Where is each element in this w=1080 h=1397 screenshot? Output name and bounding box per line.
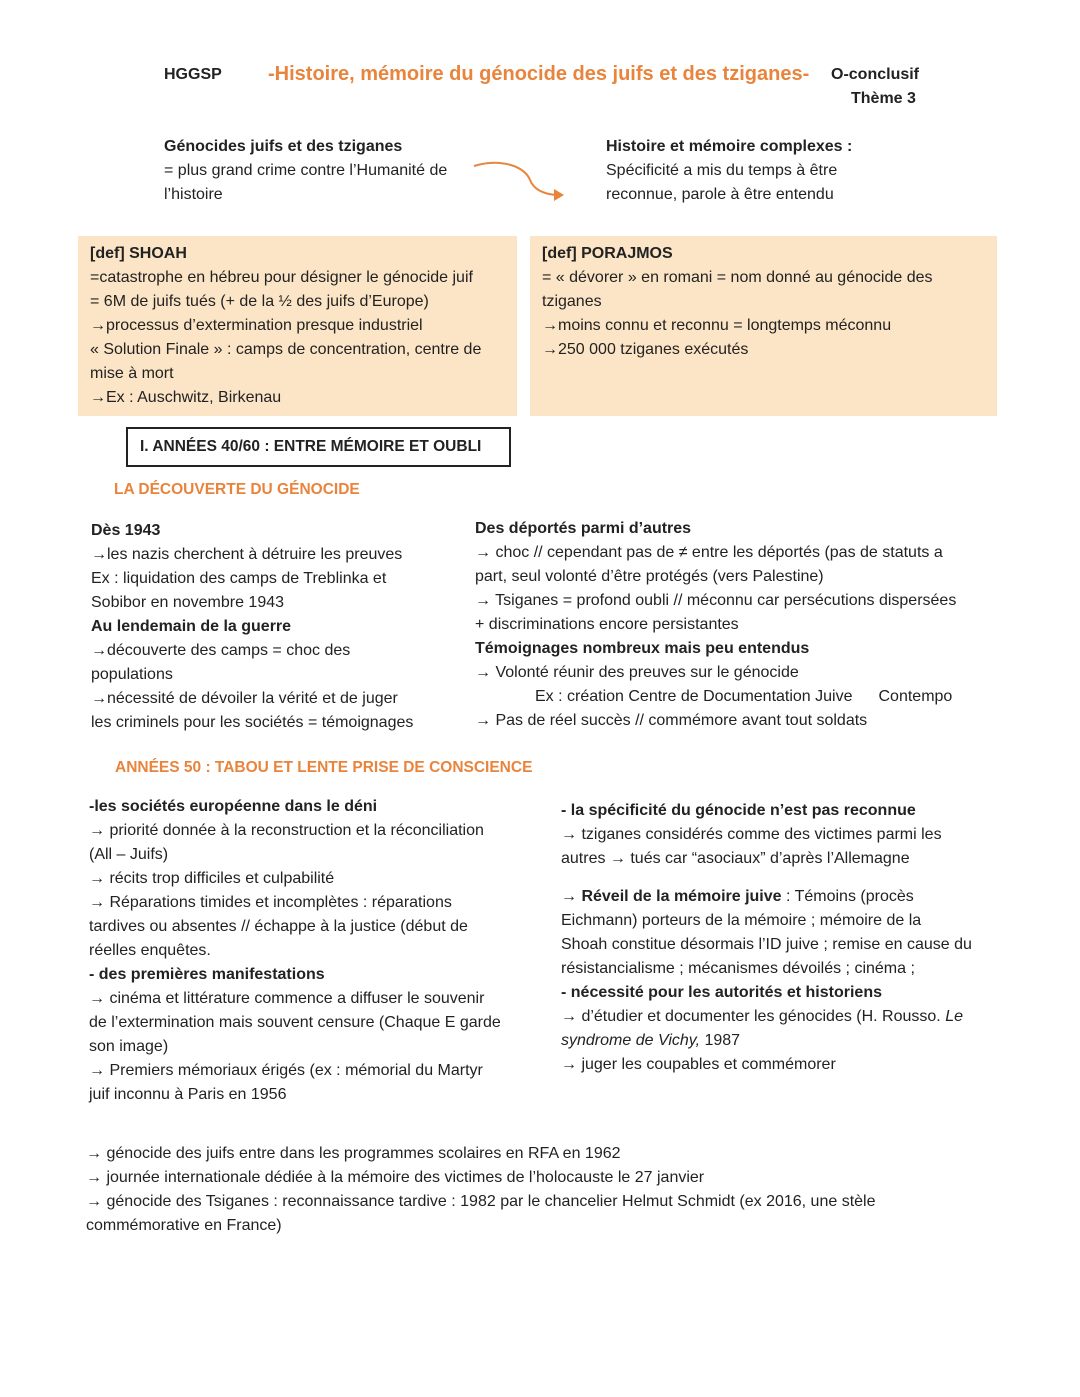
definition-box-porajmos [530,236,997,416]
intro-right-line: reconnue, parole à être entendu [606,186,834,203]
text-line: de l’extermination mais souvent censure (Chaque E garde [89,1014,501,1031]
text-line: Eichmann) porteurs de la mémoire ; mémoire de la [561,912,922,929]
def-line: « Solution Finale » : camps de concentration, centre de [90,341,482,358]
block-heading: → Réveil de la mémoire juive [561,888,782,905]
text-inline: : Témoins (procès [781,888,914,905]
intro-right-title: Histoire et mémoire complexes : [606,138,853,155]
discovery-right-column [475,517,956,733]
def-line: = « dévorer » en romani = nom donné au génocide des [542,269,933,286]
section-heading: I. ANNÉES 40/60 : ENTRE MÉMOIRE ET OUBLI [126,427,511,467]
example-text-cont: Contempo [878,688,953,705]
text-line: → tziganes considérés comme des victimes parmi les [561,826,942,843]
text-line: → Réparations timides et incomplètes : réparations [89,894,452,911]
def-line: →Ex : Auschwitz, Birkenau [90,389,282,406]
block-heading: - des premières manifestations [89,966,325,983]
block-heading: - nécessité pour les autorités et historiens [561,984,882,1001]
text-line [561,885,972,909]
intro-left [164,135,447,207]
def-line: tziganes [542,293,602,310]
fifties-left-column [89,795,501,1107]
subsection-heading: ANNÉES 50 : TABOU ET LENTE PRISE DE CONSCIENCE [115,759,533,776]
subsection-heading: LA DÉCOUVERTE DU GÉNOCIDE [114,481,360,498]
theme-label: Thème 3 [851,90,916,107]
text-line: → Pas de réel succès // commémore avant tout soldats [475,712,868,729]
def-title: [def] PORAJMOS [542,245,673,262]
text-line [561,1005,972,1029]
intro-right-line: Spécificité a mis du temps à être [606,162,838,179]
text-line: part, seul volonté d’être protégés (vers Palestine) [475,568,824,585]
text-line: → récits trop difficiles et culpabilité [89,870,335,887]
book-title: Le [945,1008,963,1025]
text-line: → Volonté réunir des preuves sur le génocide [475,664,799,681]
chapter-label: O-conclusif [831,66,920,83]
text-inline: → d’étudier et documenter les génocides (H. Rousso. [561,1008,946,1025]
text-line: → génocide des Tsiganes : reconnaissance tardive : 1982 par le chancelier Helmut Schmidt (ex 2016, une stèle [86,1193,876,1210]
text-line: →découverte des camps = choc des [91,642,351,659]
text-line: → cinéma et littérature commence a diffuser le souvenir [89,990,485,1007]
text-line: juif inconnu à Paris en 1956 [89,1086,287,1103]
def-title: [def] SHOAH [90,245,187,262]
text-line: réelles enquêtes. [89,942,211,959]
block-heading: Des déportés parmi d’autres [475,520,692,537]
intro-right [606,135,852,207]
text-line: Shoah constitue désormais l’ID juive ; remise en cause du [561,936,972,953]
text-inline: 1987 [700,1032,741,1049]
def-line: mise à mort [90,365,174,382]
intro-left-line: = plus grand crime contre l’Humanité de [164,162,448,179]
page-title: -Histoire, mémoire du génocide des juifs et des tziganes- [268,63,810,85]
intro-left-title: Génocides juifs et des tziganes [164,138,403,155]
text-line: Sobibor en novembre 1943 [91,594,285,611]
text-line [561,1029,972,1053]
block-heading: -les sociétés européenne dans le déni [89,798,378,815]
text-line: les criminels pour les sociétés = témoignages [91,714,414,731]
def-line: →moins connu et reconnu = longtemps méconnu [542,317,892,334]
def-line: →250 000 tziganes exécutés [542,341,749,358]
discovery-left-column [91,519,413,735]
conclusion-block [86,1142,876,1238]
curved-arrow-icon [470,158,570,206]
text-line: →nécessité de dévoiler la vérité et de juger [91,690,398,707]
block-heading: Dès 1943 [91,522,161,539]
text-line: tardives ou absentes // échappe à la justice (début de [89,918,468,935]
text-line: + discriminations encore persistantes [475,616,739,633]
def-line: →processus d’extermination presque industriel [90,317,423,334]
text-line: → priorité donnée à la reconstruction et la réconciliation [89,822,484,839]
def-line: =catastrophe en hébreu pour désigner le génocide juif [90,269,473,286]
text-line: populations [91,666,173,683]
text-line: autres → tués car “asociaux” d’après l’Allemagne [561,850,910,867]
block-heading: Témoignages nombreux mais peu entendus [475,640,810,657]
text-line: son image) [89,1038,169,1055]
text-line: commémorative en France) [86,1217,282,1234]
text-line: → génocide des juifs entre dans les programmes scolaires en RFA en 1962 [86,1145,621,1162]
book-title: syndrome de Vichy, [561,1032,701,1049]
text-line: (All – Juifs) [89,846,169,863]
text-line: →les nazis cherchent à détruire les preuves [91,546,403,563]
text-line: → Tsiganes = profond oubli // méconnu car persécutions dispersées [475,592,957,609]
text-line: → journée internationale dédiée à la mémoire des victimes de l’holocauste le 27 janvier [86,1169,705,1186]
example-text: Ex : création Centre de Documentation Juive [535,688,853,705]
block-heading: Au lendemain de la guerre [91,618,292,635]
text-line: → Premiers mémoriaux érigés (ex : mémorial du Martyr [89,1062,483,1079]
intro-left-line: l’histoire [164,186,223,203]
block-heading: - la spécificité du génocide n’est pas reconnue [561,802,916,819]
text-line: résistancialisme ; mécanismes dévoilés ; cinéma ; [561,960,915,977]
text-line: → choc // cependant pas de ≠ entre les déportés (pas de statuts a [475,544,943,561]
fifties-right-column [561,799,972,1077]
definition-box-shoah [78,236,517,416]
def-line: = 6M de juifs tués (+ de la ½ des juifs d’Europe) [90,293,429,310]
text-line: Ex : liquidation des camps de Treblinka et [91,570,387,587]
text-line: → juger les coupables et commémorer [561,1056,836,1073]
subject-label: HGGSP [164,66,222,83]
text-line [475,685,956,709]
